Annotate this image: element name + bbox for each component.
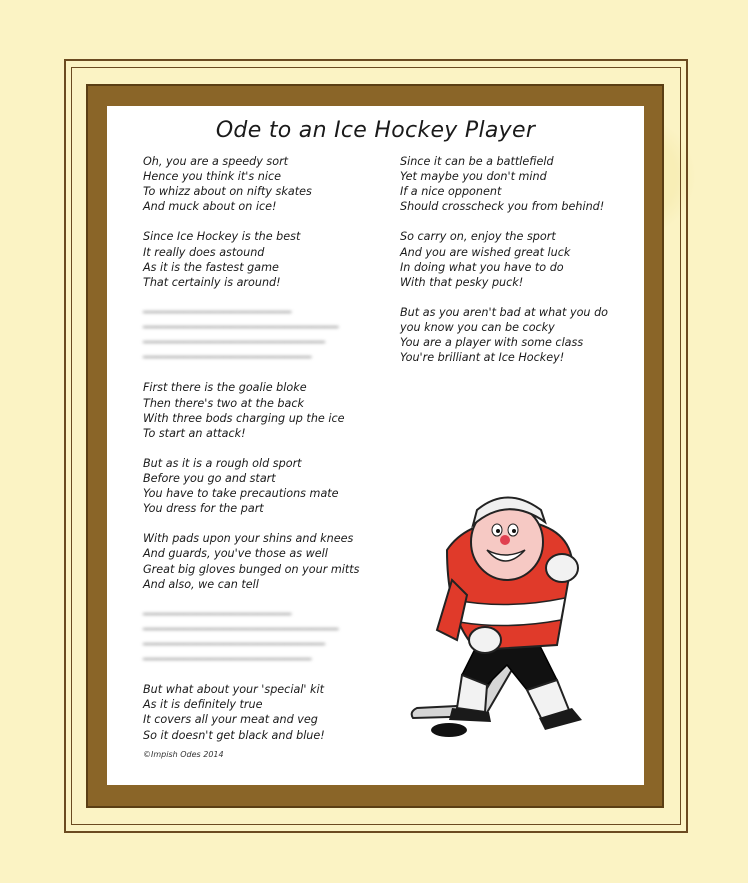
poem-line: Since it can be a battlefield [400, 155, 554, 168]
poem-line: You dress for the part [143, 502, 264, 516]
poem-line: ─────────────────────────── [143, 638, 325, 651]
poem-line: And guards, you've those as well [143, 547, 328, 561]
stanza [143, 456, 393, 516]
poem-line: ─────────────────────────── [143, 336, 325, 350]
blurred-stanza [143, 305, 393, 365]
poem-line: Since Ice Hockey is the best [143, 230, 301, 244]
glove-icon [546, 554, 578, 582]
poem-line: So carry on, enjoy the sport [400, 230, 556, 244]
poem-line: With that pesky puck! [400, 275, 524, 289]
poem-line: Hence you think it's nice [143, 170, 281, 184]
poem-line: you know you can be cocky [400, 321, 555, 335]
stanza [143, 380, 393, 440]
stanza [143, 154, 393, 214]
stanza [143, 531, 393, 591]
poem-line: You're brilliant at Ice Hockey! [400, 351, 565, 365]
blurred-stanza [143, 607, 393, 667]
stanza [400, 305, 640, 365]
poem-line: But as you aren't bad at what you do [400, 305, 609, 319]
poem-line: So it doesn't get black and blue! [143, 728, 325, 742]
poem-line: Great big gloves bunged on your mitts [143, 562, 360, 576]
poem-line: Oh, you are a speedy sort [143, 155, 289, 168]
poem-line: You are a player with some class [400, 336, 584, 350]
poem-line: As it is definitely true [143, 698, 263, 712]
stanza [143, 229, 393, 289]
left-column [143, 154, 393, 758]
poem-line: ────────────────────── [143, 305, 292, 319]
poem-line: And muck about on ice! [143, 200, 277, 214]
hockey-player-illustration [407, 480, 607, 745]
poem-line: And also, we can tell [143, 577, 259, 591]
poem-line: With three bods charging up the ice [143, 411, 345, 425]
poem-line: If a nice opponent [400, 185, 502, 199]
poem-line: ───────────────────────────── [143, 622, 339, 636]
poem-line: To start an attack! [143, 426, 246, 440]
stanza [143, 682, 393, 742]
poem-line: To whizz about on nifty skates [143, 185, 312, 199]
stanza [400, 229, 640, 289]
poem-line: First there is the goalie bloke [143, 381, 307, 395]
poem-line: ────────────────────── [143, 607, 292, 621]
poem-line: In doing what you have to do [400, 260, 564, 274]
poem-line: You have to take precautions mate [143, 487, 339, 501]
poem-line: It covers all your meat and veg [143, 713, 318, 727]
poem-line: Before you go and start [143, 471, 276, 485]
poem-title: Ode to an Ice Hockey Player [215, 118, 536, 143]
poem-line: And you are wished great luck [400, 245, 571, 259]
poem-line: But what about your 'special' kit [143, 683, 325, 697]
poem-paper [107, 106, 644, 785]
puck-icon [431, 723, 467, 737]
copyright-note: ©Impish Odes 2014 [143, 750, 224, 759]
poem-line: Yet maybe you don't mind [400, 170, 547, 184]
stanza [400, 154, 640, 214]
poem-line: Should crosscheck you from behind! [400, 200, 605, 214]
poem-line: ───────────────────────── [143, 351, 312, 365]
poem-line: That certainly is around! [143, 275, 281, 289]
right-column [400, 154, 640, 380]
poem-line: ───────────────────────────── [143, 321, 339, 335]
poem-line: But as it is a rough old sport [143, 456, 302, 470]
poem-line: It really does astound [143, 245, 265, 259]
poem-line: Then there's two at the back [143, 396, 304, 410]
poem-line: With pads upon your shins and knees [143, 532, 354, 546]
poem-line: ───────────────────────── [143, 653, 312, 667]
poem-line: As it is the fastest game [143, 260, 279, 274]
